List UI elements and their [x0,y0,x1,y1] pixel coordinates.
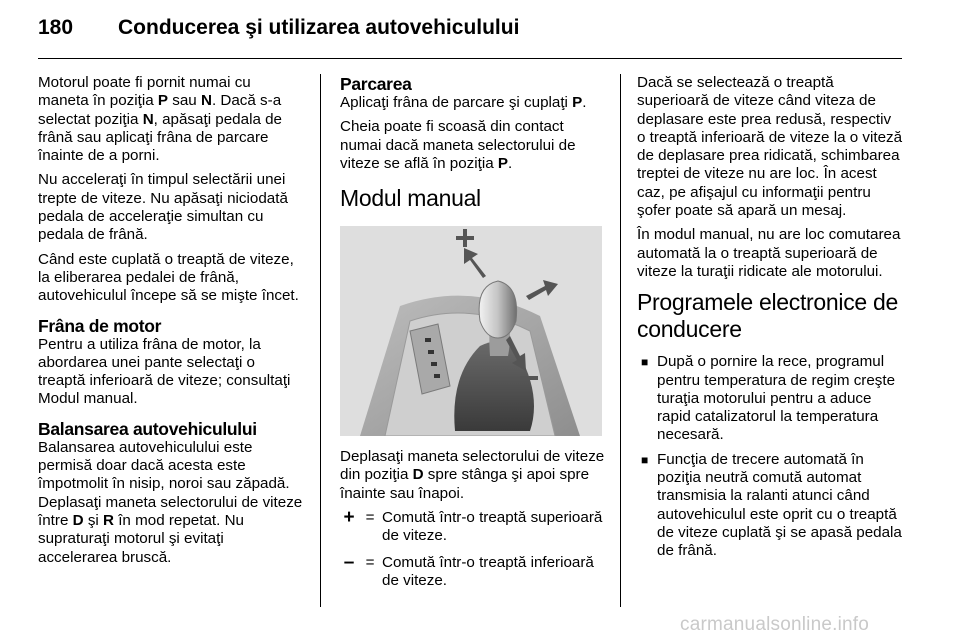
column-divider-1 [320,74,321,607]
running-title: Conducerea şi utilizarea autovehiculului [118,16,520,39]
paragraph-no-auto-upshift: În modul manual, nu are loc comutarea automată la o treaptă superioară de viteze la turaţii ridicate ale motorului. [637,226,901,280]
legend-text: Comută într-o treaptă superioară de viteze. [382,509,603,545]
gear-selector-illustration [340,226,602,436]
watermark: carmanualsonline.info [680,614,870,635]
gear-selector-drawing [340,226,602,436]
heading-parking: Parcarea [340,74,412,94]
plus-symbol-icon: + [343,507,355,529]
bullet-icon: ■ [641,452,649,467]
legend-item-upshift [340,509,605,546]
column-3 [637,74,903,567]
list-item: ■ După o pornire la rece, programul pentru temperatura de regim creşte turaţia motorului pentru a aduce rapid catalizatorul la temperatura necesară. [641,353,896,444]
page-header [0,0,960,60]
legend-item-downshift [340,551,605,591]
paragraph-parking: Aplicaţi frâna de parcare şi cuplaţi P. [340,94,587,111]
legend-text: Comută într-o treaptă inferioară de viteze. [382,553,594,589]
paragraph-rocking: Balansarea autovehiculului este permisă doar dacă acesta este împotmolit în nisip, noroi sau zăpadă. Deplasaţi maneta selectorului de viteze între D şi R în mod repetat. Nu supraturaţi motorul şi evitaţi accelerarea bruscă. [38,438,303,566]
minus-symbol-icon: – [343,551,355,573]
column-2 [340,74,605,598]
paragraph-manual-instruction: Deplasaţi maneta selectorului de viteze din poziţia D spre stânga şi apoi spre înainte sau înapoi. [340,448,605,502]
minus-icon [520,376,538,380]
paragraph-creep: Când este cuplată o treaptă de viteze, la eliberarea pedalei de frână, autovehiculul începe să se mişte încet. [38,250,299,305]
paragraph-shift-limits: Dacă se selectează o treaptă superioară de viteze când viteza de deplasare este prea redusă, respectiv o treaptă inferioară de viteze la o viteză de deplasare prea ridicată, schimbarea treptei de viteze nu are loc. În acest caz, pe afişajul cu informaţii pentru şofer poate să apară un mesaj. [637,74,903,220]
paragraph-no-accelerate: Nu acceleraţi în timpul selectării unei trepte de viteze. Nu apăsaţi niciodată pedala de acceleraţie simultan cu pedala de frână. [38,171,288,244]
bullet-icon: ■ [641,355,649,370]
list-item: ■ Funcţia de trecere automată în poziţia neutră comută automat transmisia la ralanti atunci când autovehiculul este oprit cu o treaptă de viteze cuplată şi se apasă pedala de frână. [641,450,902,560]
shift-knob [479,281,517,338]
page-number: 180 [38,16,74,39]
paragraph-start-conditions: Motorul poate fi pornit numai cu maneta în poziţia P sau N. Dacă s-a selectat poziţia N, apăsaţi pedala de frână sau aplicaţi frâna de parcare înainte de a porni. [38,74,283,165]
legend-equals: = [365,553,375,571]
column-1 [38,74,304,573]
paragraph-engine-brake: Pentru a utiliza frâna de motor, la abordarea unei pante selectaţi o treaptă inferioară de viteze; consultaţi Modul manual. [38,335,291,408]
heading-engine-brake: Frâna de motor [38,315,162,336]
heading-electronic-programs: Programele electronice de conducere [637,289,898,343]
heading-rocking: Balansarea autovehiculului [38,418,257,439]
column-divider-2 [620,74,621,607]
paragraph-key-removal: Cheia poate fi scoasă din contact numai dacă maneta selectorului de viteze se află în poziţia P. [340,118,576,172]
header-rule [38,58,902,59]
heading-manual-mode: Modul manual [340,185,481,212]
legend-equals: = [365,509,375,527]
